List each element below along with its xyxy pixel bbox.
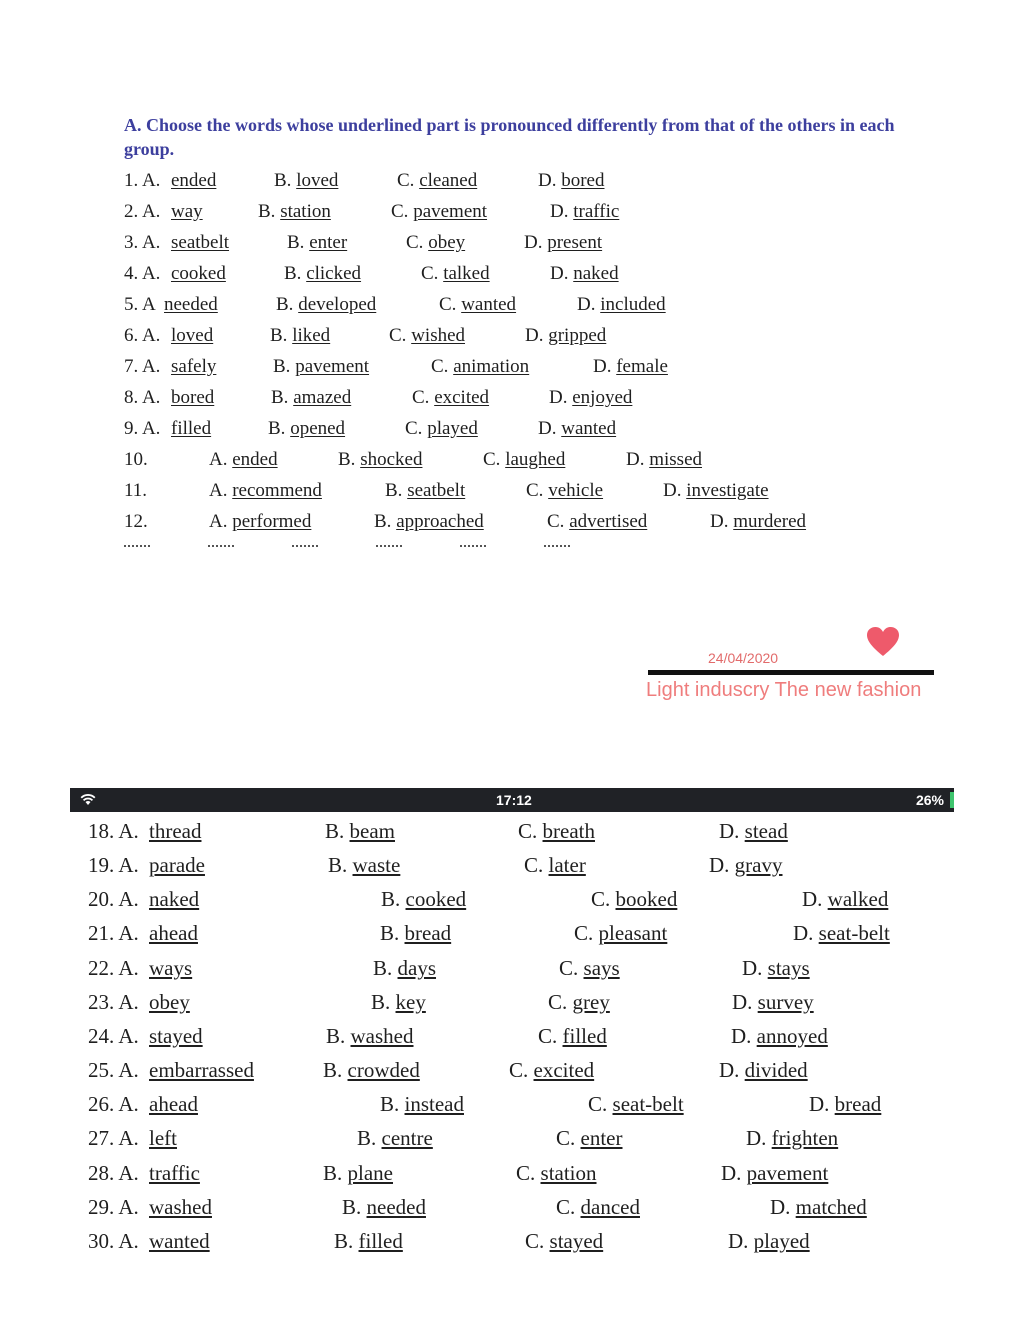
- question-number: 29. A.: [88, 1195, 139, 1219]
- option-b: B. opened: [268, 418, 346, 439]
- option-a: seatbelt: [171, 232, 230, 253]
- option-d: D. annoyed: [731, 1024, 828, 1048]
- question-number: 25. A.: [88, 1058, 139, 1082]
- option-d: D. gripped: [525, 325, 607, 346]
- option-d: D. bored: [538, 170, 605, 191]
- option-a: A. recommend: [209, 480, 322, 501]
- option-b: B. cooked: [381, 887, 467, 911]
- option-d: D. played: [728, 1229, 810, 1253]
- option-c: C. laughed: [483, 449, 566, 470]
- option-b: B. station: [258, 201, 331, 222]
- option-b: B. washed: [326, 1024, 414, 1048]
- status-time: 17:12: [496, 792, 532, 808]
- option-c: C. grey: [548, 990, 610, 1014]
- divider: [648, 670, 934, 675]
- option-a: way: [171, 201, 203, 222]
- option-d: D. present: [524, 232, 603, 253]
- question-number: 4. A.: [124, 263, 161, 284]
- option-b: B. bread: [380, 921, 452, 945]
- option-d: D. survey: [732, 990, 814, 1014]
- note-caption: Light induscry The new fashion: [646, 679, 922, 701]
- battery-percent: 26%: [915, 792, 944, 808]
- option-d: D. stead: [719, 819, 788, 843]
- question-number: 19. A.: [88, 853, 139, 877]
- option-c: C. later: [524, 853, 586, 877]
- option-a: embarrassed: [149, 1058, 254, 1082]
- question-number: 30. A.: [88, 1229, 139, 1253]
- option-a: obey: [149, 990, 190, 1014]
- option-c: C. pavement: [391, 201, 488, 222]
- option-b: B. instead: [380, 1092, 464, 1116]
- option-d: D. missed: [626, 449, 703, 470]
- battery-icon: [950, 792, 954, 808]
- option-d: D. frighten: [746, 1126, 839, 1150]
- option-b: B. beam: [325, 819, 395, 843]
- heart-icon: [866, 626, 900, 658]
- question-number: 1. A.: [124, 170, 161, 191]
- option-b: B. shocked: [338, 449, 423, 470]
- option-b: B. enter: [287, 232, 348, 253]
- option-d: D. included: [577, 294, 666, 315]
- option-b: B. amazed: [271, 387, 352, 408]
- option-a: traffic: [149, 1161, 200, 1185]
- question-number: 18. A.: [88, 819, 139, 843]
- option-a: safely: [171, 356, 217, 377]
- option-c: C. excited: [412, 387, 490, 408]
- exercise-instruction: A. Choose the words whose underlined part is pronounced differently from that of the others in each group.: [124, 115, 895, 159]
- option-b: B. pavement: [273, 356, 370, 377]
- option-c: C. wanted: [439, 294, 517, 315]
- option-d: D. walked: [802, 887, 889, 911]
- option-d: D. murdered: [710, 511, 807, 532]
- option-b: B. plane: [323, 1161, 393, 1185]
- option-d: D. divided: [719, 1058, 808, 1082]
- option-c: C. cleaned: [397, 170, 478, 191]
- question-number: 20. A.: [88, 887, 139, 911]
- option-c: C. breath: [518, 819, 595, 843]
- question-number: 28. A.: [88, 1161, 139, 1185]
- option-d: D. seat-belt: [793, 921, 890, 945]
- option-a: bored: [171, 387, 215, 408]
- question-number: 8. A.: [124, 387, 161, 408]
- note-date: 24/04/2020: [708, 650, 779, 666]
- option-d: D. traffic: [550, 201, 620, 222]
- option-c: C. filled: [538, 1024, 607, 1048]
- option-c: C. excited: [509, 1058, 595, 1082]
- option-c: C. animation: [431, 356, 530, 377]
- option-c: C. talked: [421, 263, 490, 284]
- option-b: B. developed: [276, 294, 377, 315]
- question-number: 27. A.: [88, 1126, 139, 1150]
- option-b: B. crowded: [323, 1058, 420, 1082]
- option-c: C. danced: [556, 1195, 640, 1219]
- option-c: C. wished: [389, 325, 466, 346]
- option-a: ahead: [149, 921, 198, 945]
- question-number: 3. A.: [124, 232, 161, 253]
- option-a: washed: [149, 1195, 212, 1219]
- option-b: B. needed: [342, 1195, 426, 1219]
- question-number: 11.: [124, 480, 148, 501]
- option-c: C. says: [559, 956, 620, 980]
- question-number: 12.: [124, 511, 148, 532]
- option-b: B. key: [371, 990, 426, 1014]
- option-c: C. played: [405, 418, 478, 439]
- option-a: naked: [149, 887, 200, 911]
- option-d: D. bread: [809, 1092, 882, 1116]
- option-a: A. ended: [209, 449, 278, 470]
- option-b: B. seatbelt: [385, 480, 466, 501]
- option-c: C. enter: [556, 1126, 623, 1150]
- option-c: C. pleasant: [574, 921, 668, 945]
- option-a: cooked: [171, 263, 226, 284]
- option-d: D. gravy: [709, 853, 783, 877]
- option-d: D. enjoyed: [549, 387, 633, 408]
- option-b: B. approached: [374, 511, 484, 532]
- option-b: B. liked: [270, 325, 331, 346]
- question-number: 2. A.: [124, 201, 161, 222]
- option-a: ended: [171, 170, 217, 191]
- question-number: 9. A.: [124, 418, 161, 439]
- option-a: ahead: [149, 1092, 198, 1116]
- option-c: C. station: [516, 1161, 597, 1185]
- option-d: D. wanted: [538, 418, 617, 439]
- option-d: D. female: [593, 356, 668, 377]
- question-number: 22. A.: [88, 956, 139, 980]
- option-d: D. stays: [742, 956, 810, 980]
- option-b: B. days: [373, 956, 437, 980]
- option-d: D. matched: [770, 1195, 867, 1219]
- option-a: ways: [149, 956, 193, 980]
- option-d: D. pavement: [721, 1161, 829, 1185]
- option-a: wanted: [149, 1229, 210, 1253]
- option-b: B. centre: [357, 1126, 433, 1150]
- option-a: stayed: [149, 1024, 203, 1048]
- option-b: B. loved: [274, 170, 339, 191]
- option-c: C. seat-belt: [588, 1092, 684, 1116]
- question-number: 21. A.: [88, 921, 139, 945]
- option-b: B. clicked: [284, 263, 362, 284]
- option-a: left: [149, 1126, 177, 1150]
- option-a: filled: [171, 418, 212, 439]
- question-number: 24. A.: [88, 1024, 139, 1048]
- option-a: parade: [149, 853, 205, 877]
- question-number: 26. A.: [88, 1092, 139, 1116]
- question-number: 6. A.: [124, 325, 161, 346]
- option-d: D. investigate: [663, 480, 769, 501]
- option-b: B. filled: [334, 1229, 403, 1253]
- cropped-line: [124, 537, 654, 549]
- question-number: 10.: [124, 449, 148, 470]
- option-a: needed: [164, 294, 218, 315]
- phone-status-bar: [70, 788, 954, 812]
- option-a: thread: [149, 819, 202, 843]
- question-number: 5. A: [124, 294, 156, 315]
- option-c: C. advertised: [547, 511, 648, 532]
- wifi-icon: [80, 793, 96, 806]
- option-b: B. waste: [328, 853, 401, 877]
- option-a: loved: [171, 325, 214, 346]
- option-a: A. performed: [209, 511, 312, 532]
- option-d: D. naked: [550, 263, 619, 284]
- option-c: C. booked: [591, 887, 678, 911]
- question-number: 23. A.: [88, 990, 139, 1014]
- option-c: C. stayed: [525, 1229, 604, 1253]
- option-c: C. obey: [406, 232, 466, 253]
- question-number: 7. A.: [124, 356, 161, 377]
- option-c: C. vehicle: [526, 480, 604, 501]
